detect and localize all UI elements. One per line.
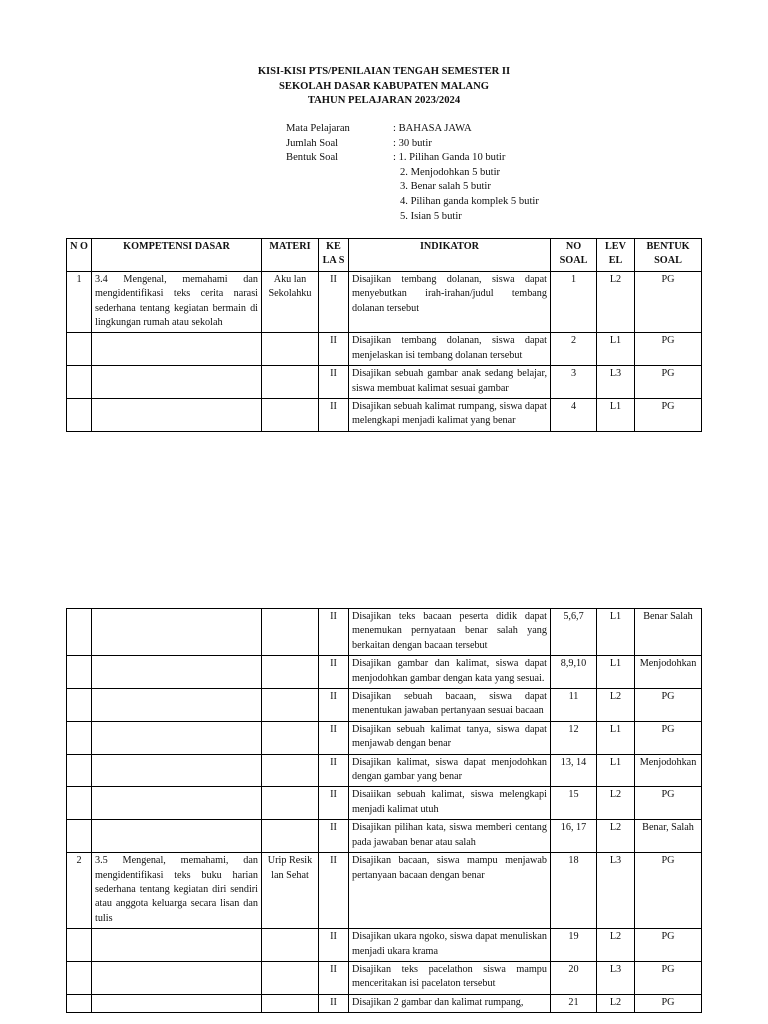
cell-materi	[262, 609, 319, 656]
title-line-3: TAHUN PELAJARAN 2023/2024	[307, 95, 461, 106]
meta-subject-value: : BAHASA JAWA	[393, 123, 472, 134]
cell-kelas: II	[319, 689, 349, 722]
cell-kompetensi	[92, 820, 262, 853]
table-row	[67, 366, 702, 399]
cell-kompetensi	[92, 929, 262, 962]
cell-indikator: Disajikan sebuah bacaan, siswa dapat menentukan jawaban pertanyaan sesuai bacaan	[349, 689, 551, 722]
cell-bentuk: PG	[635, 787, 702, 820]
grid-table-page-1	[66, 238, 702, 432]
cell-no	[67, 333, 92, 366]
meta-format-item: : 1. Pilihan Ganda 10 butir	[393, 152, 506, 164]
cell-no-soal: 20	[551, 961, 597, 994]
col-header-bentuk: BENTUK SOAL	[635, 239, 702, 272]
table-row	[67, 820, 702, 853]
cell-bentuk: PG	[635, 961, 702, 994]
cell-kompetensi: 3.4 Mengenal, memahami dan mengidentifikasi teks cerita narasi sederhana tentang kegiatan bermain di lingkungan rumah atau sekolah	[92, 271, 262, 333]
col-header-no: N O	[67, 239, 92, 272]
meta-count-label: Jumlah Soal	[286, 137, 339, 149]
cell-no	[67, 820, 92, 853]
meta-format-item: 2. Menjodohkan 5 butir	[400, 166, 501, 178]
cell-kelas: II	[319, 787, 349, 820]
cell-kelas: II	[319, 820, 349, 853]
cell-materi	[262, 399, 319, 432]
cell-indikator: Disaiikan sebuah kalimat, siswa melengkapi menjadi kalimat utuh	[349, 787, 551, 820]
cell-no-soal: 13, 14	[551, 754, 597, 787]
cell-kompetensi	[92, 961, 262, 994]
cell-indikator: Disajikan teks bacaan peserta didik dapat menemukan pernyataan benar salah yang berkaitan dengan bacaan tersebut	[349, 609, 551, 656]
cell-kompetensi	[92, 721, 262, 754]
cell-indikator: Disajikan pilihan kata, siswa memberi centang pada jawaban benar atau salah	[349, 820, 551, 853]
table-row	[67, 609, 702, 656]
cell-level: L1	[597, 754, 635, 787]
cell-level: L1	[597, 609, 635, 656]
cell-materi: Urip Resik lan Sehat	[262, 853, 319, 929]
cell-no-soal: 8,9,10	[551, 656, 597, 689]
cell-kompetensi	[92, 366, 262, 399]
cell-level: L2	[597, 929, 635, 962]
cell-indikator: Disajikan teks pacelathon siswa mampu menceritakan isi pacelaton tersebut	[349, 961, 551, 994]
table-row	[67, 787, 702, 820]
cell-no-soal: 2	[551, 333, 597, 366]
meta-subject	[286, 122, 539, 137]
cell-bentuk: PG	[635, 994, 702, 1012]
cell-no: 2	[67, 853, 92, 929]
cell-indikator: Disajikan sebuah kalimat tanya, siswa dapat menjawab dengan benar	[349, 721, 551, 754]
cell-kompetensi	[92, 656, 262, 689]
cell-indikator: Disajikan kalimat, siswa dapat menjodohkan dengan gambar yang benar	[349, 754, 551, 787]
table-row	[67, 929, 702, 962]
cell-kompetensi: 3.5 Mengenal, memahami, dan mengidentifikasi teks buku harian sederhana tentang kegiatan diri sendiri atau anggota keluarga secara lisan dan tulis	[92, 853, 262, 929]
table-row	[67, 853, 702, 929]
cell-no	[67, 656, 92, 689]
cell-kelas: II	[319, 721, 349, 754]
cell-bentuk: PG	[635, 271, 702, 333]
cell-kompetensi	[92, 333, 262, 366]
table-row	[67, 721, 702, 754]
cell-no	[67, 961, 92, 994]
cell-kelas: II	[319, 366, 349, 399]
cell-materi	[262, 333, 319, 366]
cell-materi	[262, 721, 319, 754]
meta-count-value: : 30 butir	[393, 137, 432, 149]
meta-format-item: 3. Benar salah 5 butir	[400, 181, 491, 193]
cell-kompetensi	[92, 787, 262, 820]
cell-level: L2	[597, 787, 635, 820]
cell-kelas: II	[319, 333, 349, 366]
cell-kelas: II	[319, 271, 349, 333]
table-row	[67, 333, 702, 366]
cell-bentuk: Menjodohkan	[635, 754, 702, 787]
cell-kelas: II	[319, 399, 349, 432]
cell-bentuk: PG	[635, 929, 702, 962]
col-header-level: LEV EL	[597, 239, 635, 272]
cell-no-soal: 3	[551, 366, 597, 399]
meta-subject-label: Mata Pelajaran	[286, 123, 350, 134]
cell-bentuk: PG	[635, 689, 702, 722]
cell-no-soal: 16, 17	[551, 820, 597, 853]
table-row	[67, 271, 702, 333]
cell-no	[67, 994, 92, 1012]
col-header-kompetensi: KOMPETENSI DASAR	[92, 239, 262, 272]
cell-level: L2	[597, 689, 635, 722]
cell-materi	[262, 689, 319, 722]
cell-indikator: Disajikan tembang dolanan, siswa dapat menjelaskan isi tembang dolanan tersebut	[349, 333, 551, 366]
cell-bentuk: PG	[635, 366, 702, 399]
cell-bentuk: Benar, Salah	[635, 820, 702, 853]
cell-kelas: II	[319, 656, 349, 689]
cell-no	[67, 366, 92, 399]
meta-format-list	[393, 151, 539, 224]
cell-level: L1	[597, 333, 635, 366]
cell-kompetensi	[92, 754, 262, 787]
col-header-indikator: INDIKATOR	[349, 239, 551, 272]
cell-kelas: II	[319, 853, 349, 929]
cell-level: L2	[597, 994, 635, 1012]
cell-level: L3	[597, 853, 635, 929]
cell-indikator: Disajikan sebuah kalimat rumpang, siswa dapat melengkapi menjadi kalimat yang benar	[349, 399, 551, 432]
cell-kompetensi	[92, 609, 262, 656]
cell-bentuk: PG	[635, 399, 702, 432]
exam-meta	[286, 122, 539, 224]
table-row	[67, 689, 702, 722]
cell-no-soal: 18	[551, 853, 597, 929]
meta-format-label: Bentuk Soal	[286, 152, 339, 164]
cell-bentuk: Benar Salah	[635, 609, 702, 656]
cell-kompetensi	[92, 689, 262, 722]
meta-format	[286, 151, 539, 224]
cell-kompetensi	[92, 994, 262, 1012]
col-header-materi: MATERI	[262, 239, 319, 272]
document-title	[0, 65, 768, 109]
cell-kompetensi	[92, 399, 262, 432]
cell-no	[67, 689, 92, 722]
col-header-no-soal: NO SOAL	[551, 239, 597, 272]
cell-no-soal: 12	[551, 721, 597, 754]
cell-no-soal: 19	[551, 929, 597, 962]
cell-materi	[262, 961, 319, 994]
cell-materi	[262, 929, 319, 962]
cell-bentuk: Menjodohkan	[635, 656, 702, 689]
cell-materi	[262, 656, 319, 689]
cell-no-soal: 1	[551, 271, 597, 333]
cell-level: L2	[597, 820, 635, 853]
cell-kelas: II	[319, 609, 349, 656]
cell-indikator: Disajikan ukara ngoko, siswa dapat menuliskan menjadi ukara krama	[349, 929, 551, 962]
cell-materi	[262, 820, 319, 853]
cell-level: L1	[597, 656, 635, 689]
cell-no-soal: 21	[551, 994, 597, 1012]
cell-indikator: Disajikan 2 gambar dan kalimat rumpang,	[349, 994, 551, 1012]
table-row	[67, 754, 702, 787]
cell-no	[67, 787, 92, 820]
cell-materi	[262, 754, 319, 787]
cell-bentuk: PG	[635, 721, 702, 754]
meta-format-item: 4. Pilihan ganda komplek 5 butir	[400, 195, 539, 207]
cell-indikator: Disajikan tembang dolanan, siswa dapat menyebutkan irah-irahan/judul tembang dolanan tersebut	[349, 271, 551, 333]
table-row	[67, 961, 702, 994]
cell-kelas: II	[319, 929, 349, 962]
table-row	[67, 994, 702, 1012]
cell-no	[67, 721, 92, 754]
cell-no	[67, 399, 92, 432]
cell-kelas: II	[319, 961, 349, 994]
cell-level: L3	[597, 366, 635, 399]
cell-bentuk: PG	[635, 333, 702, 366]
cell-materi: Aku lan Sekolahku	[262, 271, 319, 333]
cell-no-soal: 5,6,7	[551, 609, 597, 656]
cell-level: L2	[597, 271, 635, 333]
cell-indikator: Disajikan bacaan, siswa mampu menjawab pertanyaan bacaan dengan benar	[349, 853, 551, 929]
cell-no: 1	[67, 271, 92, 333]
col-header-kelas: KE LA S	[319, 239, 349, 272]
cell-materi	[262, 366, 319, 399]
table-header-row	[67, 239, 702, 272]
table-row	[67, 399, 702, 432]
cell-no	[67, 754, 92, 787]
cell-kelas: II	[319, 994, 349, 1012]
cell-level: L3	[597, 961, 635, 994]
cell-no	[67, 929, 92, 962]
meta-count	[286, 137, 539, 152]
cell-level: L1	[597, 721, 635, 754]
cell-materi	[262, 787, 319, 820]
meta-format-item: 5. Isian 5 butir	[400, 210, 462, 222]
cell-no-soal: 11	[551, 689, 597, 722]
cell-materi	[262, 994, 319, 1012]
cell-bentuk: PG	[635, 853, 702, 929]
cell-no	[67, 609, 92, 656]
cell-indikator: Disajikan gambar dan kalimat, siswa dapat menjodohkan gambar dengan kata yang sesuai.	[349, 656, 551, 689]
cell-level: L1	[597, 399, 635, 432]
cell-indikator: Disajikan sebuah gambar anak sedang belajar, siswa membuat kalimat sesuai gambar	[349, 366, 551, 399]
table-row	[67, 656, 702, 689]
grid-table-page-2	[66, 608, 702, 1013]
cell-no-soal: 4	[551, 399, 597, 432]
cell-no-soal: 15	[551, 787, 597, 820]
title-line-2: SEKOLAH DASAR KABUPATEN MALANG	[278, 80, 490, 92]
cell-kelas: II	[319, 754, 349, 787]
title-line-1: KISI-KISI PTS/PENILAIAN TENGAH SEMESTER II	[257, 66, 511, 77]
